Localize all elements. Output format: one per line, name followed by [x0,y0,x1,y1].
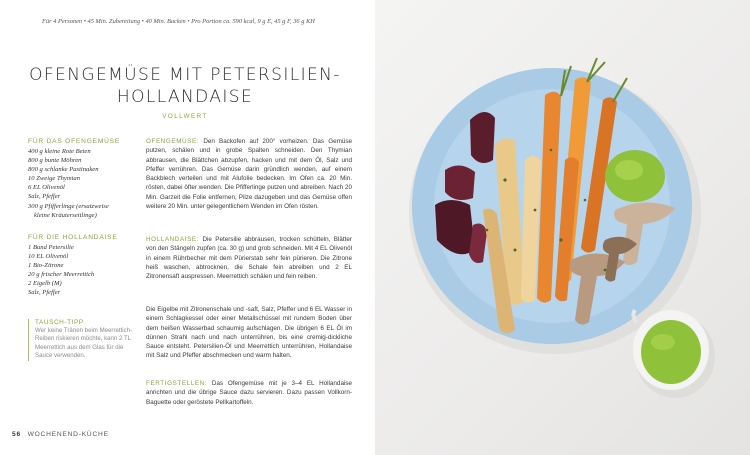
tip-heading: TAUSCH-TIPP [35,319,84,326]
bowl-sauce [641,320,701,384]
recipe-category: VOLLWERT [162,113,208,120]
method-lead: FERTIGSTELLEN: [146,380,208,387]
ingredient-item: 1 Bio-Zitrone [28,262,64,270]
ingredient-item: 1 Bund Petersilie [28,244,74,251]
method-text: Den Backofen auf 200° vorheizen. Das Gemüse putzen, schälen und in grobe Spalten schneiden. Den Thymian abbrausen, die Blättchen abzupfen, hacken und mit dem Öl, Salz und Pfeffer verrühren. Das Gemüse darin gründlich wenden, auf einem Backblech verteilen und mit Alufolie bedecken. Im Ofen ca. 20 Min. rösten, dabei öfter wenden. Die Pfifferlinge putzen und abreiben. Nach 20 Min. Garzeit die Folie entfernen, Pilze dazugeben und das Gemüse offen weitere 20 Min. unter gelegentlichem Wenden im Ofen rösten. [146,138,353,211]
method-vegetables [146,137,352,211]
page-footer [12,431,109,438]
tip-text: Wer keine Tränen beim Meerrettich-Reiben riskieren möchte, kann 2 TL Meerrettich aus dem Glas für die Sauce verwenden. [35,327,133,360]
ingredients-heading: FÜR DIE HOLLANDAISE [28,234,118,241]
beetroot-wedge [470,112,495,163]
recipe-title [20,64,350,108]
ingredient-item: 10 EL Olivenöl [28,253,69,261]
sauce-highlight [615,160,643,180]
ingredient-item: 800 g bunte Möhren [28,157,82,165]
method-lead: OFENGEMÜSE: [146,138,200,145]
recipe-title-line-2: HOLLANDAISE [116,87,254,107]
ingredient-item: 800 g schlanke Pastinaken [28,166,99,174]
method-text: Das Ofengemüse mit je 3–4 EL Hollandaise anrichten und die übrige Sauce dazu servieren. Dazu passen Vollkorn-Baguette oder geröstete Pellkartoffeln. [146,380,352,406]
method-whisking [146,305,352,361]
ingredients-hollandaise [28,234,138,298]
method-lead: HOLLANDAISE: [146,236,200,243]
ingredient-item: 400 g kleine Rote Beten [28,148,91,155]
section-name: WOCHENEND-KÜCHE [27,431,109,438]
method-text: Die Petersilie abbrausen, trocken schütteln, Blätter von den Stängeln zupfen (ca. 30 g) und grob schneiden. Mit 4 EL Olivenöl in einem Rührbecher mit dem Pürierstab sehr fein pürieren. Die Zitrone heiß waschen, abtrocknen, die Schale fein abreiben und 2 EL Zitronensaft auspressen. Meerrettich schälen und fein reiben. [146,236,353,281]
ingredient-item: kleine Kräuterseitlinge) [34,211,97,219]
recipe-title-line-1: OFENGEMÜSE MIT PETERSILIEN- [29,65,341,85]
ingredient-item: 10 Zweige Thymian [28,175,81,183]
food-photo [375,0,750,455]
ingredients-vegetables [28,138,138,220]
ingredient-item: Salz, Pfeffer [28,193,61,201]
tip-box [28,319,133,361]
recipe-meta: Für 4 Personen • 45 Min. Zubereitung • 40 Min. Backen • Pro Portion ca. 590 kcal, 9 g E, 45 g F, 36 g KH [42,18,315,25]
photo-page [375,0,750,455]
ingredient-item: 6 EL Olivenöl [28,184,65,192]
method-hollandaise [146,235,352,281]
method-text: Die Eigelbe mit Zitronenschale und -saft, Salz, Pfeffer und 6 EL Wasser in einem Schlagkessel oder einer Metallschüssel mit rundem Boden über dem heißen Wasserbad schaumig aufschlagen. Die übrigen 6 EL Öl im dünnen Strahl nach und nach unterrühren, bis eine cremig-dickliche Sauce entsteht. Petersilien-Öl und Meerrettich unterrühren, Hollandaise mit Salz und Pfeffer abschmecken und warm halten. [146,306,352,360]
ingredient-item: Salz, Pfeffer [28,289,61,297]
method-finishing [146,379,352,407]
ingredient-item: 2 Eigelb (M) [28,280,62,288]
beetroot-wedge [445,165,475,200]
ingredient-item: 300 g Pfifferlinge (ersatzweise [28,202,109,210]
bowl-sauce-highlight [651,334,675,350]
ingredient-item: 20 g frischer Meerrettich [28,271,95,279]
page-number: 56 [12,431,21,438]
ingredients-heading: FÜR DAS OFENGEMÜSE [28,138,121,145]
